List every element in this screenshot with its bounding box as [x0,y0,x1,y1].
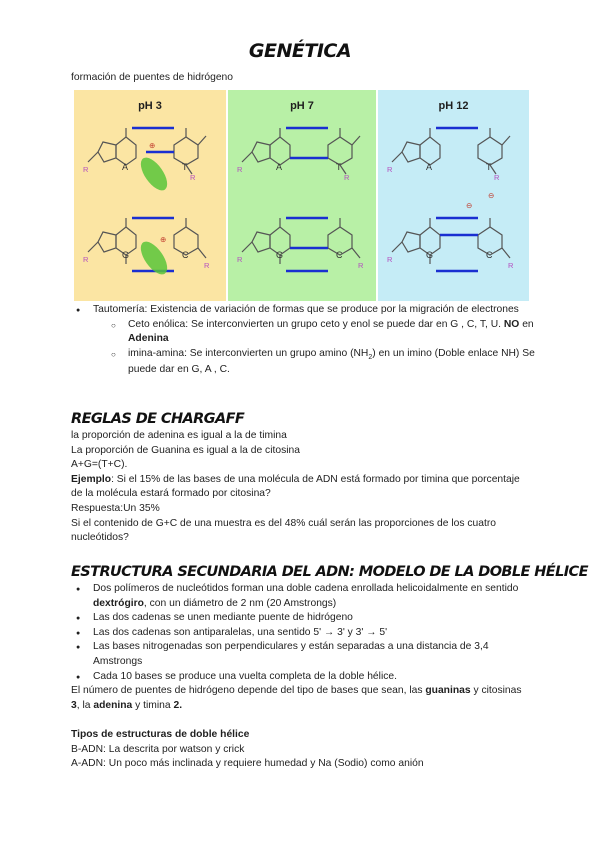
svg-text:R: R [237,255,243,264]
b-adn-text: B-ADN: La descrita por watson y crick [71,743,245,755]
tautomeria-list [71,303,541,377]
svg-text:R: R [494,173,500,182]
svg-text:R: R [190,173,196,182]
list-item: ● Las dos cadenas se unen mediante puente de hidrógeno [71,611,531,626]
svg-text:R: R [83,165,89,174]
svg-text:R: R [237,165,243,174]
figure-caption: formación de puentes de hidrógeno [71,72,234,83]
panel-ph7-label: pH 7 [290,100,314,112]
svg-text:R: R [508,261,514,270]
ceto-text: Ceto enólica: Se interconvierten un grupo ceto y enol se puede dar en G , C, T, U. [128,318,504,330]
panel-ph12-label: pH 12 [438,100,469,112]
svg-text:R: R [204,261,210,270]
panel-ph3-label: pH 3 [138,100,162,112]
chargaff-answer: Respuesta:Un 35% [71,503,160,515]
tipos-body [71,728,531,772]
svg-text:C: C [336,250,343,260]
chargaff-example: Ejemplo: Si el 15% de las bases de una molécula de ADN está formado por timina que porcentaje de la molécula estará formado por citosina? [71,473,520,500]
estructura-body [71,582,531,713]
chargaff-line-1: la proporción de adenina es igual a la de timina [71,430,287,441]
svg-text:G: G [426,250,434,260]
chargaff-heading: REGLAS DE CHARGAFF [71,411,245,427]
svg-text:A: A [426,162,433,172]
estructura-heading: ESTRUCTURA SECUNDARIA DEL ADN: MODELO DE LA DOBLE HÉLICE [71,564,588,580]
list-item: ● Las bases nitrogenadas son perpendiculares y están separadas a una distancia de 3,4 Amstrongs [71,640,531,669]
svg-text:A: A [276,162,283,172]
svg-text:A: A [122,162,129,172]
svg-text:⊕: ⊕ [160,235,167,244]
svg-text:⊖: ⊖ [488,191,495,200]
list-item: ○ Ceto enólica: Se interconvierten un grupo ceto y enol se puede dar en G , C, T, U. NO en Adenina [71,318,541,347]
list-item: ○ imina-amina: Se interconvierten un grupo amino $(NH_2)$ en un imino (Doble enlace NH) Se puede dar en G, A , C. [71,347,541,378]
hydrogen-bond-figure [74,90,529,301]
list-item: ● Dos polímeros de nucleótidos forman una doble cadena enrollada helicoidalmente en sentido dextrógiro, con un diámetro de 2 nm (20 Amstrongs) [71,582,531,611]
svg-text:R: R [387,165,393,174]
tautomeria-text: Tautomería: Existencia de variación de formas que se produce por la migración de electrones [93,304,519,315]
svg-text:T: T [336,162,342,172]
svg-text:R: R [387,255,393,264]
list-item [71,303,541,318]
puentes-text: El número de puentes de hidrógeno depende del tipo de bases que sean, las guaninas y citosinas 3, la adenina y timina 2. [71,685,522,711]
tipos-heading: Tipos de estructuras de doble hélice [71,729,250,740]
a-adn-text: A-ADN: Un poco más inclinada y requiere humedad y Na (Sodio) como anión [71,758,424,770]
chargaff-question-2: Si el contenido de G+C de una muestra es del 48% cuál serán las proporciones de los cuatro nucleótidos? [71,517,496,544]
molecule-structures [74,90,529,301]
svg-text:R: R [344,173,350,182]
svg-text:R: R [83,255,89,264]
svg-text:T: T [182,162,188,172]
chargaff-body [71,429,531,546]
svg-text:R: R [358,261,364,270]
svg-text:⊕: ⊕ [149,141,156,150]
list-item: ● Las dos cadenas son antiparalelas, una sentido 5' → 3' y 3' → 5' [71,626,531,641]
svg-text:C: C [182,250,189,260]
page-title: GENÉTICA [248,40,352,62]
chargaff-line-2: La proporción de Guanina es igual a la de citosina [71,444,300,456]
svg-text:G: G [122,250,130,260]
list-item: ● Cada 10 bases se produce una vuelta completa de la doble hélice. [71,670,531,685]
svg-text:T: T [486,162,492,172]
svg-text:C: C [486,250,493,260]
svg-text:⊖: ⊖ [466,201,473,210]
svg-text:G: G [276,250,284,260]
imina-text: imina-amina: Se interconvierten un grupo amino (NH [128,347,369,359]
chargaff-line-3: A+G=(T+C). [71,459,128,471]
